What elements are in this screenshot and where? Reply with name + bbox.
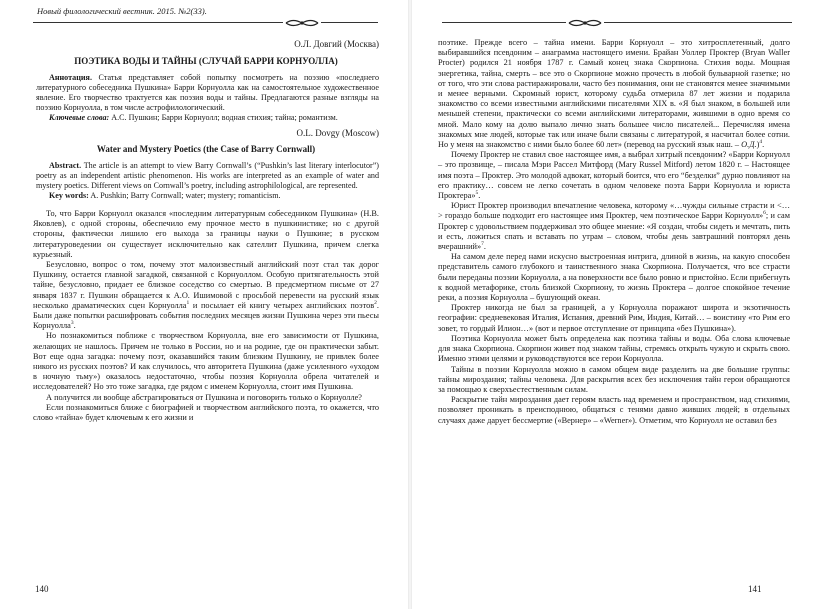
ornament-icon <box>283 17 321 29</box>
abstract-ru <box>36 73 379 113</box>
left-page-content <box>33 38 379 423</box>
body-paragraph: На самом деле перед нами искусно выстроенная интрига, длиной в жизнь, на какую способен представитель самого глубокого и таинственного знака Скорпиона. Получается, что все страсти были переданы поэзии Корнуолла, а на поверхности все было ровно и пристойно. Если прибегнуть к водной метафорике, столь близкой Скорпиону, то жизнь Проктера – долгое спокойное течение реки, а поэзия Корнуолла – бушующий океан. <box>438 252 790 303</box>
body-paragraph: Раскрытие тайн мироздания дает героям власть над временем и пространством, над стихиями, позволяет проникать в преисподнюю, общаться с тенями давно живших людей; в отдельных случаях даже дарует бессмертие («Вернер» – «Werner»). Отметим, что Корнуолл не оставил без <box>438 395 790 425</box>
abstract-en-text: The article is an attempt to view Barry Cornwall’s (“Pushkin’s last literary interlocutor”) poetry as an independent artistic phenomenon. His works are interpreted as an example of water and mystery poetics. Different views on Cornwall’s poetry, including astrophilological, are represented. <box>36 161 379 191</box>
body-paragraph: То, что Барри Корнуолл оказался «последним литературным собеседником Пушкина» (Н.В. Яковлев), с одной стороны, обеспечило ему прочное место в пушкинистике; но с другой стороны, фактически лишило его выхода за границы науки о Пушкине; в русском литературоведении он существует исключительно как сателлит Пушкина, причем слегка курьезный. <box>33 208 379 259</box>
keywords-ru-text: А.С. Пушкин; Барри Корнуолл; водная стихия; тайна; романтизм. <box>109 113 338 123</box>
right-page-content <box>438 38 790 426</box>
page-number-right: 141 <box>748 584 762 594</box>
body-paragraph: поэтике. Прежде всего – тайна имени. Барри Корнуолл – это хитросплетенный, долго выбиравшийся псевдоним – анаграмма настоящего имени. Брайан Уоллер Проктер (Bryan Waller Procter) родился 21 ноября 1787 г. Самый конец знака Скорпиона. Стихия воды. Мощная энергетика, тайна, смерть – все это о Скорпионе можно прочесть в любой бульварной газетке; но от того, что эти слова растиражировали, часто без понимания, они не становятся менее значимыми и менее верными. Скромный юрист, которому судьба отмерила 87 лет жизни и подарила знакомство со всеми известными английскими писателями XIX в. «Я был знаком, в большей или меньшей степени, практически со всеми английскими литераторами, жившими в одно время со мной. Мало кому на долю выпало лично знать большее число писателей... Перечисляя имена знакомых мне людей, которые так или иначе были связаны с литературой, я насчитал более сотни. Но у меня на знакомство с ними было более 60 лет» (перевод на русский язык наш. – О.Д.)$^4$. <box>438 38 790 150</box>
footnote-ref[interactable]: 5 <box>475 190 479 197</box>
footnote-ref[interactable]: 7 <box>481 241 484 248</box>
article-title-ru: ПОЭТИКА ВОДЫ И ТАЙНЫ (СЛУЧАЙ БАРРИ КОРНУОЛЛА) <box>74 56 338 67</box>
ornament-icon <box>566 17 604 29</box>
keywords-ru-label: Ключевые слова: <box>49 113 110 123</box>
abstract-ru-label: Аннотация. <box>49 73 92 83</box>
journal-header: Новый филологический вестник. 2015. №2(33). <box>37 6 207 16</box>
abstract-en <box>36 161 379 191</box>
footnote-ref[interactable]: 1 <box>186 300 190 307</box>
body-paragraph: Проктер никогда не был за границей, а у Корнуолла поражают широта и экзотичность географии: средневековая Италия, Испания, древний Рим, Индия, Китай… – воистину «то Рим его зовет, то гордый Илион…» (вот и первое отступление от принципа «без Пушкина»). <box>438 303 790 333</box>
keywords-ru <box>36 113 379 123</box>
page-number-left: 140 <box>35 584 49 594</box>
article-title-en: Water and Mystery Poetics (the Case of Barry Cornwall) <box>96 144 316 155</box>
body-paragraph: Безусловно, вопрос о том, почему этот малоизвестный английский поэт стал так дорог Пушкину, остается главной загадкой, связанной с Корнуоллом. Особую притягательность этой тайне, безусловно, придает ее близкое соседство со смертью. В предсмертном письме от 27 января 1837 г. Пушкин обращается к А.О. Ишимовой с просьбой перевести на русский язык несколько драматических сцен Корнуолла$^1$ и посылает ей книгу четырех английских поэтов$^2$. Были даже попытки расшифровать события последних месяцев жизни Пушкина через эти пьесы Корнуолла$^3$. <box>33 259 379 331</box>
abstract-en-label: Abstract. <box>49 161 82 171</box>
body-paragraph: Почему Проктер не ставил свое настоящее имя, а выбрал хитрый псевдоним? «Барри Корнуолл – это прозвище, – писала Мэри Рассел Митфорд (Mary Russel Mitford) летом 1820 г. – Настоящее имя поэта – Проктер. Это молодой адвокат, который боится, что его “безделки” дурно повлияют на его практику… совсем не легко сочетать в одном человеке поэта Барри Корнуолла и юриста Проктера»$^5$. <box>438 150 790 201</box>
body-paragraph: А получится ли вообще абстрагироваться от Пушкина и поговорить только о Корнуолле? <box>46 392 362 402</box>
footnote-ref[interactable]: 6 <box>763 210 766 217</box>
author-en: O.L. Dovgy (Moscow) <box>296 127 379 138</box>
right-page <box>410 0 820 609</box>
body-paragraph: Если познакомиться ближе с биографией и творчеством английского поэта, то окажется, что слово «тайна» будет ключевым к его жизни и <box>33 402 379 423</box>
header-rule-right <box>442 17 792 29</box>
keywords-en-label: Key words: <box>49 191 89 201</box>
keywords-en <box>36 191 379 201</box>
body-paragraph: Поэтика Корнуолла может быть определена как поэтика тайны и воды. Оба слова ключевые для знака Скорпиона. Скорпион живет под знаком тайны, стремясь открыть чужую и скрыть свою. Именно этими целями и руководствуются все герои Корнуолла. <box>438 333 790 364</box>
footnote-ref[interactable]: 2 <box>374 300 377 307</box>
footnote-ref[interactable]: 4 <box>759 139 763 146</box>
body-paragraph: Тайны в поэзии Корнуолла можно в самом общем виде разделить на две большие группы: тайны мироздания; тайны человека. Для раскрытия всех без исключения тайн герои обращаются за помощью к сверхъестественным силам. <box>438 364 790 394</box>
abstract-ru-text: Статья представляет собой попытку посмотреть на поэзию «последнего литературного собеседника Пушкина» Барри Корнуолла как на самостоятельное художественное явление. Его творчество трактуется как поэзия воды и тайны. Предлагаются разные взгляды на поэзию Корнуолла, в том числе астрофилологический. <box>36 73 379 113</box>
header-rule-left <box>33 17 378 29</box>
keywords-en-text: A. Pushkin; Barry Cornwall; water; mystery; romanticism. <box>88 191 281 201</box>
body-paragraph: Но познакомиться поближе с творчеством Корнуолла, вне его зависимости от Пушкина, желающих не нашлось. Причем не только в России, но и на родине, где он практически забыт. Вот еще одна загадка: почему поэт, оказавшийся таким близким Пушкину, не привлек более никого из русских поэтов? И как случилось, что авторитета Пушкина (даже усиленного «уходом в ночную тьму») оказалось недостаточно, чтобы поэзия Корнуолла обрела читателей и исследователей? Но это тоже загадка, где рядом с именем Корнуолла, стоит имя Пушкина. <box>33 331 379 392</box>
body-paragraph: Юрист Проктер производил впечатление человека, которому «…чужды сильные страсти и <…> гораздо больше подходит его настоящее имя Проктер, чем поэтическое Барри Корнуолл»$^6$; и сам Проктер с удовольствием поддерживал это общее мнение: «Я создан, чтобы сидеть и мечтать, пить и есть, ложиться спать и вставать по утрам – словом, чтобы день завтрашний повторял день вчерашний»$^7$. <box>438 201 790 252</box>
author-ru: О.Л. Довгий (Москва) <box>294 39 379 49</box>
footnote-ref[interactable]: 3 <box>70 320 74 327</box>
